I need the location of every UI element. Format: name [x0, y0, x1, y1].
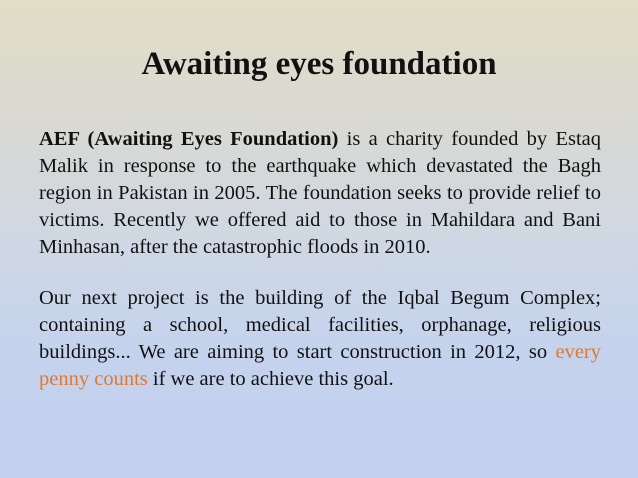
paragraph-project	[39, 285, 601, 393]
slide-title: Awaiting eyes foundation	[141, 46, 497, 82]
about-text: is a charity founded by Estaq Malik in response to the earthquake which devastated the Bagh region in Pakistan in 2005. The foundation seeks to provide relief to victims. Recently we offered aid to those in Mahildara and Bani Minhasan, after the catastrophic floods in 2010.	[39, 128, 601, 258]
project-tail: if we are to achieve this goal.	[147, 368, 394, 390]
project-text: Our next project is the building of the Iqbal Begum Complex; containing a school, medical facilities, orphanage, religious buildings... We are aiming to start construction in 2012, so	[39, 287, 601, 363]
slide-body	[39, 126, 601, 393]
highlight-phrase: every penny counts	[39, 341, 601, 390]
organization-name: AEF (Awaiting Eyes Foundation)	[39, 128, 339, 150]
paragraph-about	[39, 126, 601, 261]
